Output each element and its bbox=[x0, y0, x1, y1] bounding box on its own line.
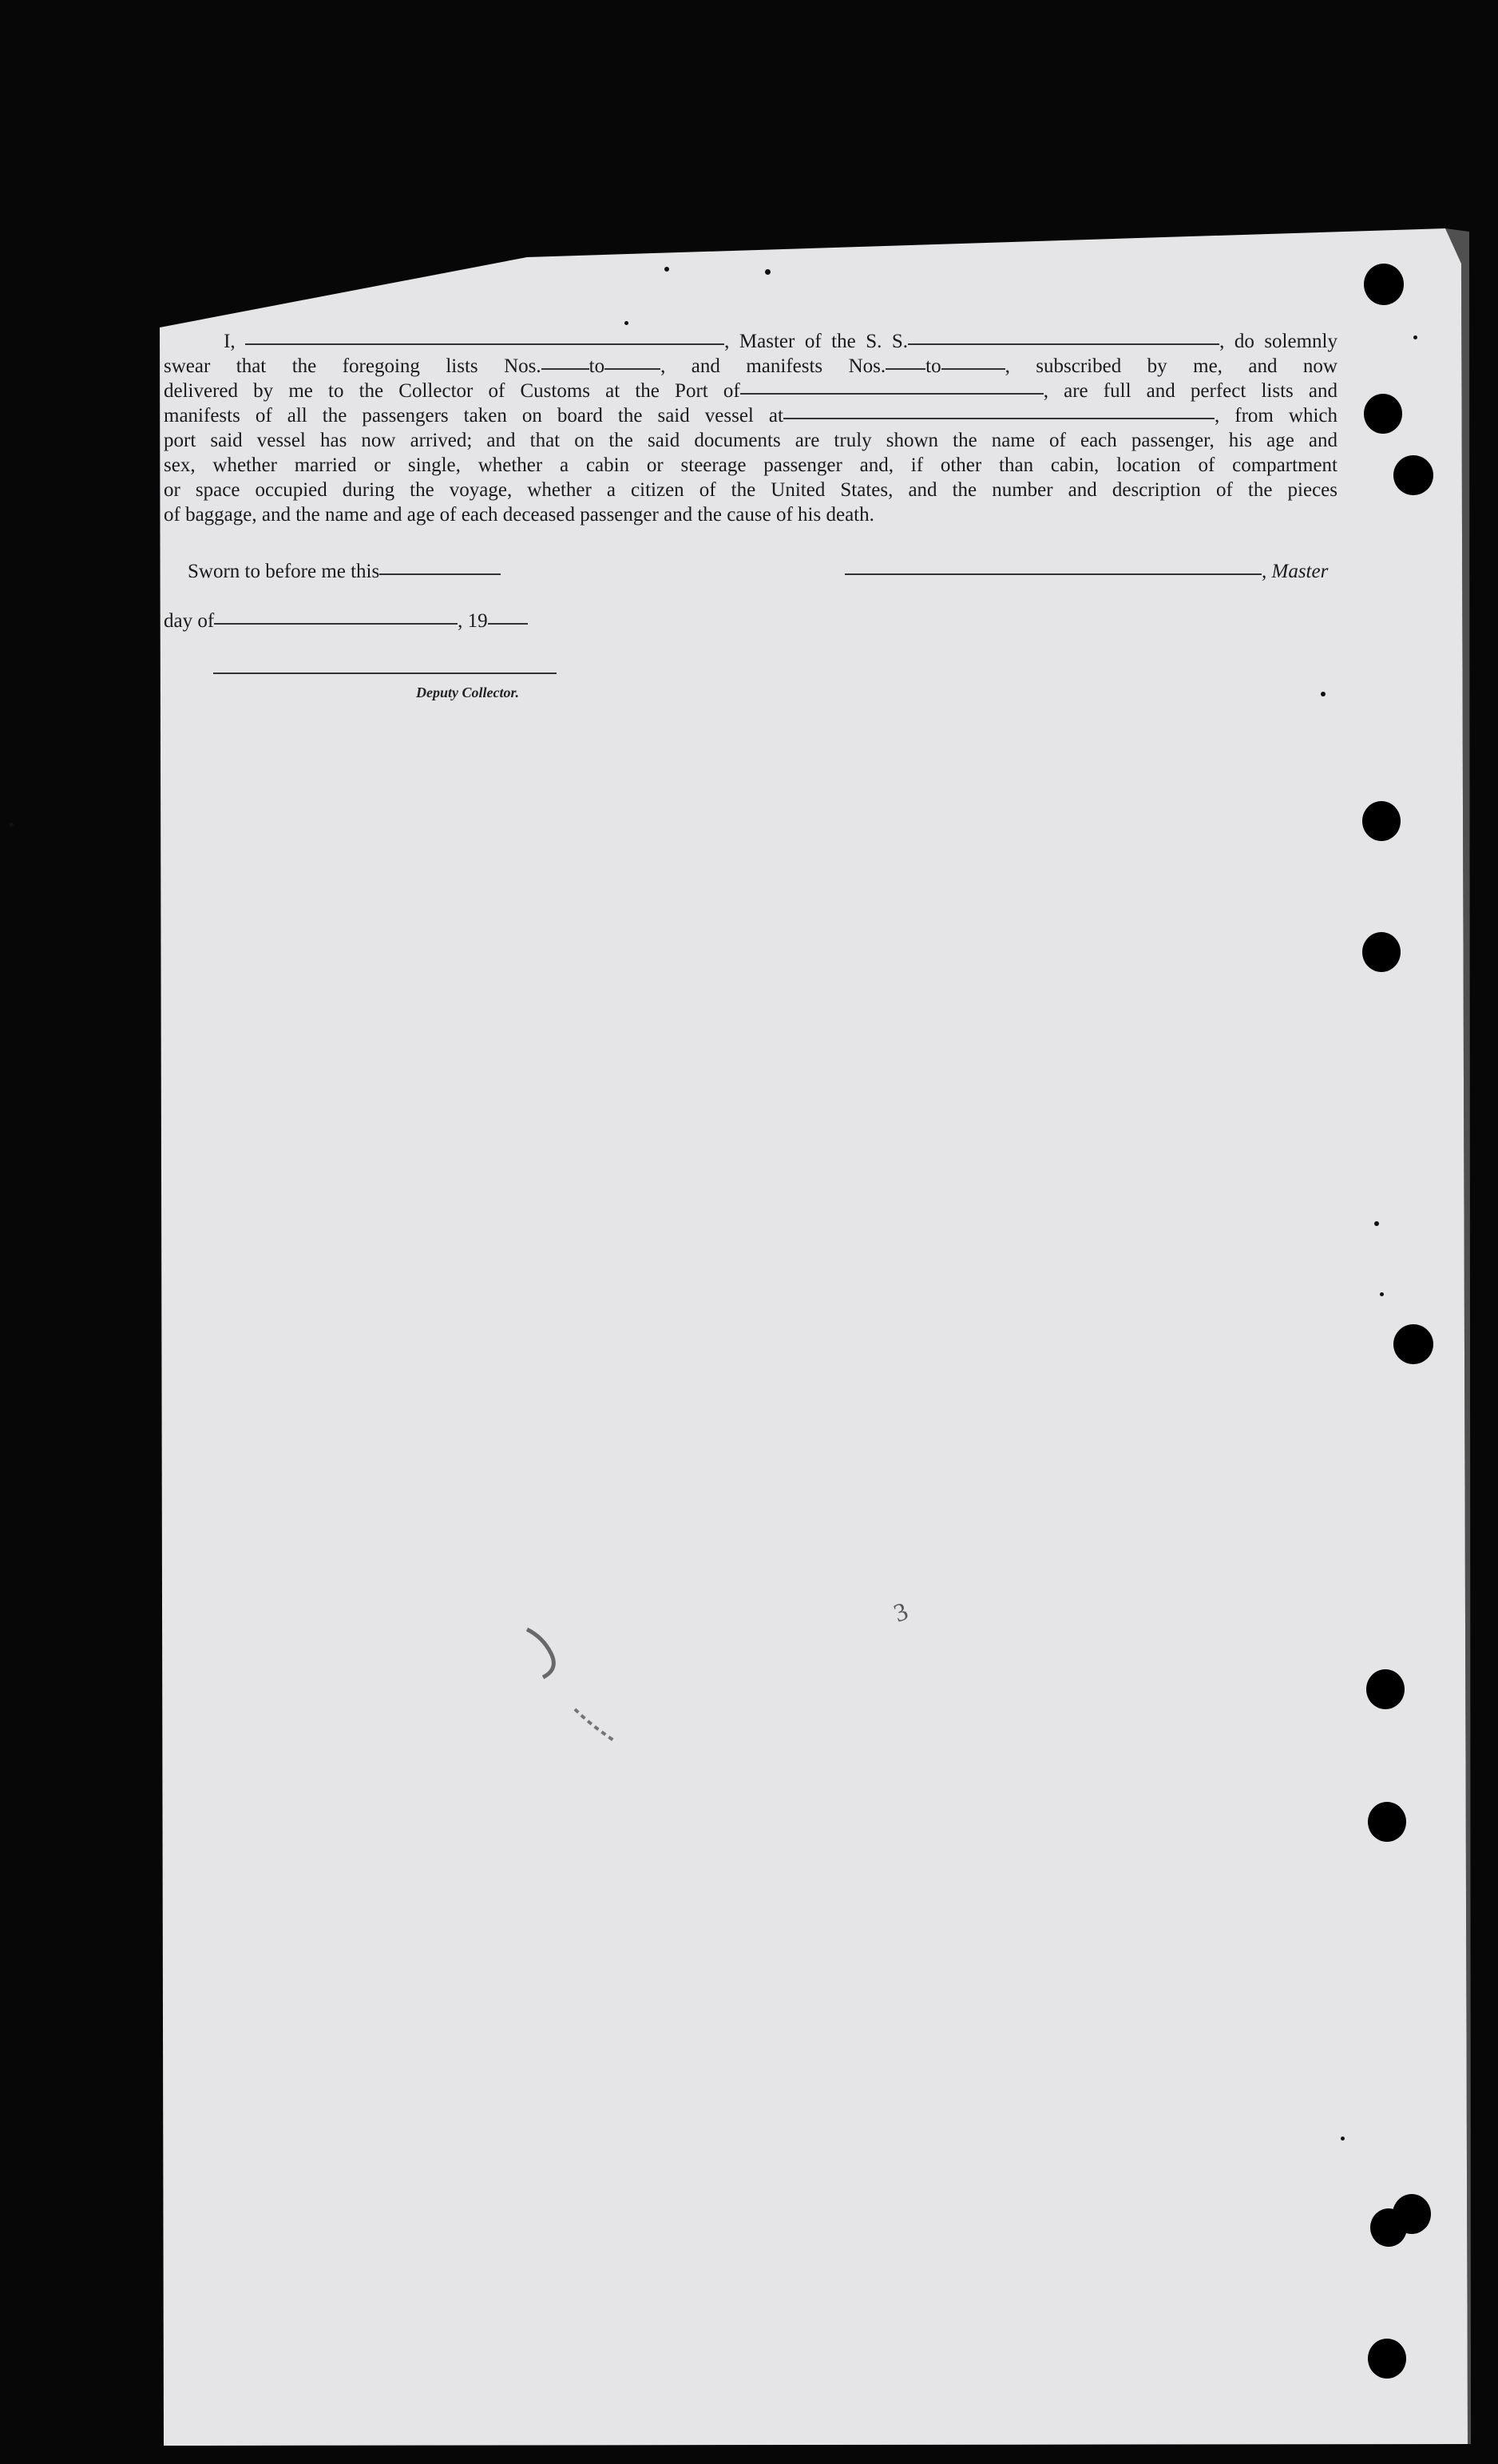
binder-hole bbox=[1393, 455, 1433, 495]
stamp-smudge bbox=[511, 1613, 639, 1757]
speck bbox=[664, 267, 669, 272]
binder-hole bbox=[1362, 932, 1401, 972]
oath-text: to bbox=[588, 355, 605, 377]
scribble-mark: 3 bbox=[890, 1596, 912, 1628]
deputy-collector-label: Deputy Collector. bbox=[416, 684, 519, 700]
oath-block bbox=[164, 329, 1338, 700]
speck bbox=[1374, 1221, 1379, 1226]
ship-name-field[interactable] bbox=[908, 343, 1219, 345]
binder-hole bbox=[1364, 264, 1404, 305]
speck bbox=[1380, 1292, 1384, 1296]
day-label: day of bbox=[164, 610, 215, 632]
port-field[interactable] bbox=[740, 392, 1044, 395]
deputy-signature-line[interactable] bbox=[213, 673, 557, 674]
speck bbox=[1413, 335, 1417, 339]
speck bbox=[765, 269, 771, 275]
oath-text: to bbox=[925, 355, 941, 377]
binder-hole bbox=[1362, 801, 1401, 841]
oath-text: , Master of the S. S. bbox=[724, 331, 909, 352]
lists-from-field[interactable] bbox=[541, 367, 589, 370]
oath-line-5: port said vessel has now arrived; and that on the said documents are truly shown the name of each passenger, his age and bbox=[164, 430, 1338, 451]
oath-text: , from which bbox=[1214, 405, 1338, 427]
oath-line-8: of baggage, and the name and age of each deceased passenger and the cause of his death. bbox=[164, 504, 874, 526]
oath-line-4 bbox=[164, 403, 1338, 428]
oath-text: , do solemnly bbox=[1219, 331, 1338, 352]
manifests-to-field[interactable] bbox=[941, 367, 1005, 370]
departure-port-field[interactable] bbox=[783, 417, 1215, 419]
master-signature-field[interactable] bbox=[845, 573, 1262, 575]
month-field[interactable] bbox=[214, 622, 458, 625]
oath-line-3 bbox=[164, 379, 1338, 403]
binder-hole bbox=[1370, 2208, 1407, 2247]
sworn-label: Sworn to before me this bbox=[188, 561, 380, 582]
oath-text: delivered by me to the Collector of Customs at the Port of bbox=[164, 380, 740, 402]
oath-line-7: or space occupied during the voyage, whether a citizen of the United States, and the number and description of the pieces bbox=[164, 479, 1338, 501]
speck bbox=[624, 321, 628, 325]
speck bbox=[10, 823, 14, 827]
sworn-day-field[interactable] bbox=[379, 573, 501, 575]
year-label: , 19 bbox=[458, 610, 488, 632]
master-label: , Master bbox=[1262, 561, 1329, 582]
lists-to-field[interactable] bbox=[604, 367, 660, 370]
manifests-from-field[interactable] bbox=[886, 367, 925, 370]
oath-text: , are full and perfect lists and bbox=[1043, 380, 1338, 402]
binder-hole bbox=[1366, 1669, 1405, 1709]
oath-text: I, bbox=[224, 331, 236, 352]
oath-line-1 bbox=[164, 329, 1338, 354]
speck bbox=[1321, 692, 1326, 696]
binder-hole bbox=[1364, 394, 1402, 434]
oath-line-6: sex, whether married or single, whether a cabin or steerage passenger and, if other than cabin, location of compartment bbox=[164, 454, 1338, 476]
master-name-field[interactable] bbox=[245, 343, 724, 345]
binder-hole bbox=[1393, 1324, 1433, 1364]
oath-text: manifests of all the passengers taken on board the said vessel at bbox=[164, 405, 783, 427]
day-row bbox=[164, 609, 1338, 633]
oath-text: swear that the foregoing lists Nos. bbox=[164, 355, 541, 377]
year-field[interactable] bbox=[488, 622, 528, 625]
sworn-row bbox=[164, 559, 1338, 584]
oath-line-2 bbox=[164, 354, 1338, 379]
oath-text: , subscribed by me, and now bbox=[1005, 355, 1338, 377]
binder-hole bbox=[1368, 1802, 1406, 1842]
oath-text: , and manifests Nos. bbox=[660, 355, 886, 377]
binder-hole bbox=[1368, 2339, 1406, 2379]
speck bbox=[1341, 2137, 1345, 2141]
oath-paragraph bbox=[164, 329, 1338, 527]
